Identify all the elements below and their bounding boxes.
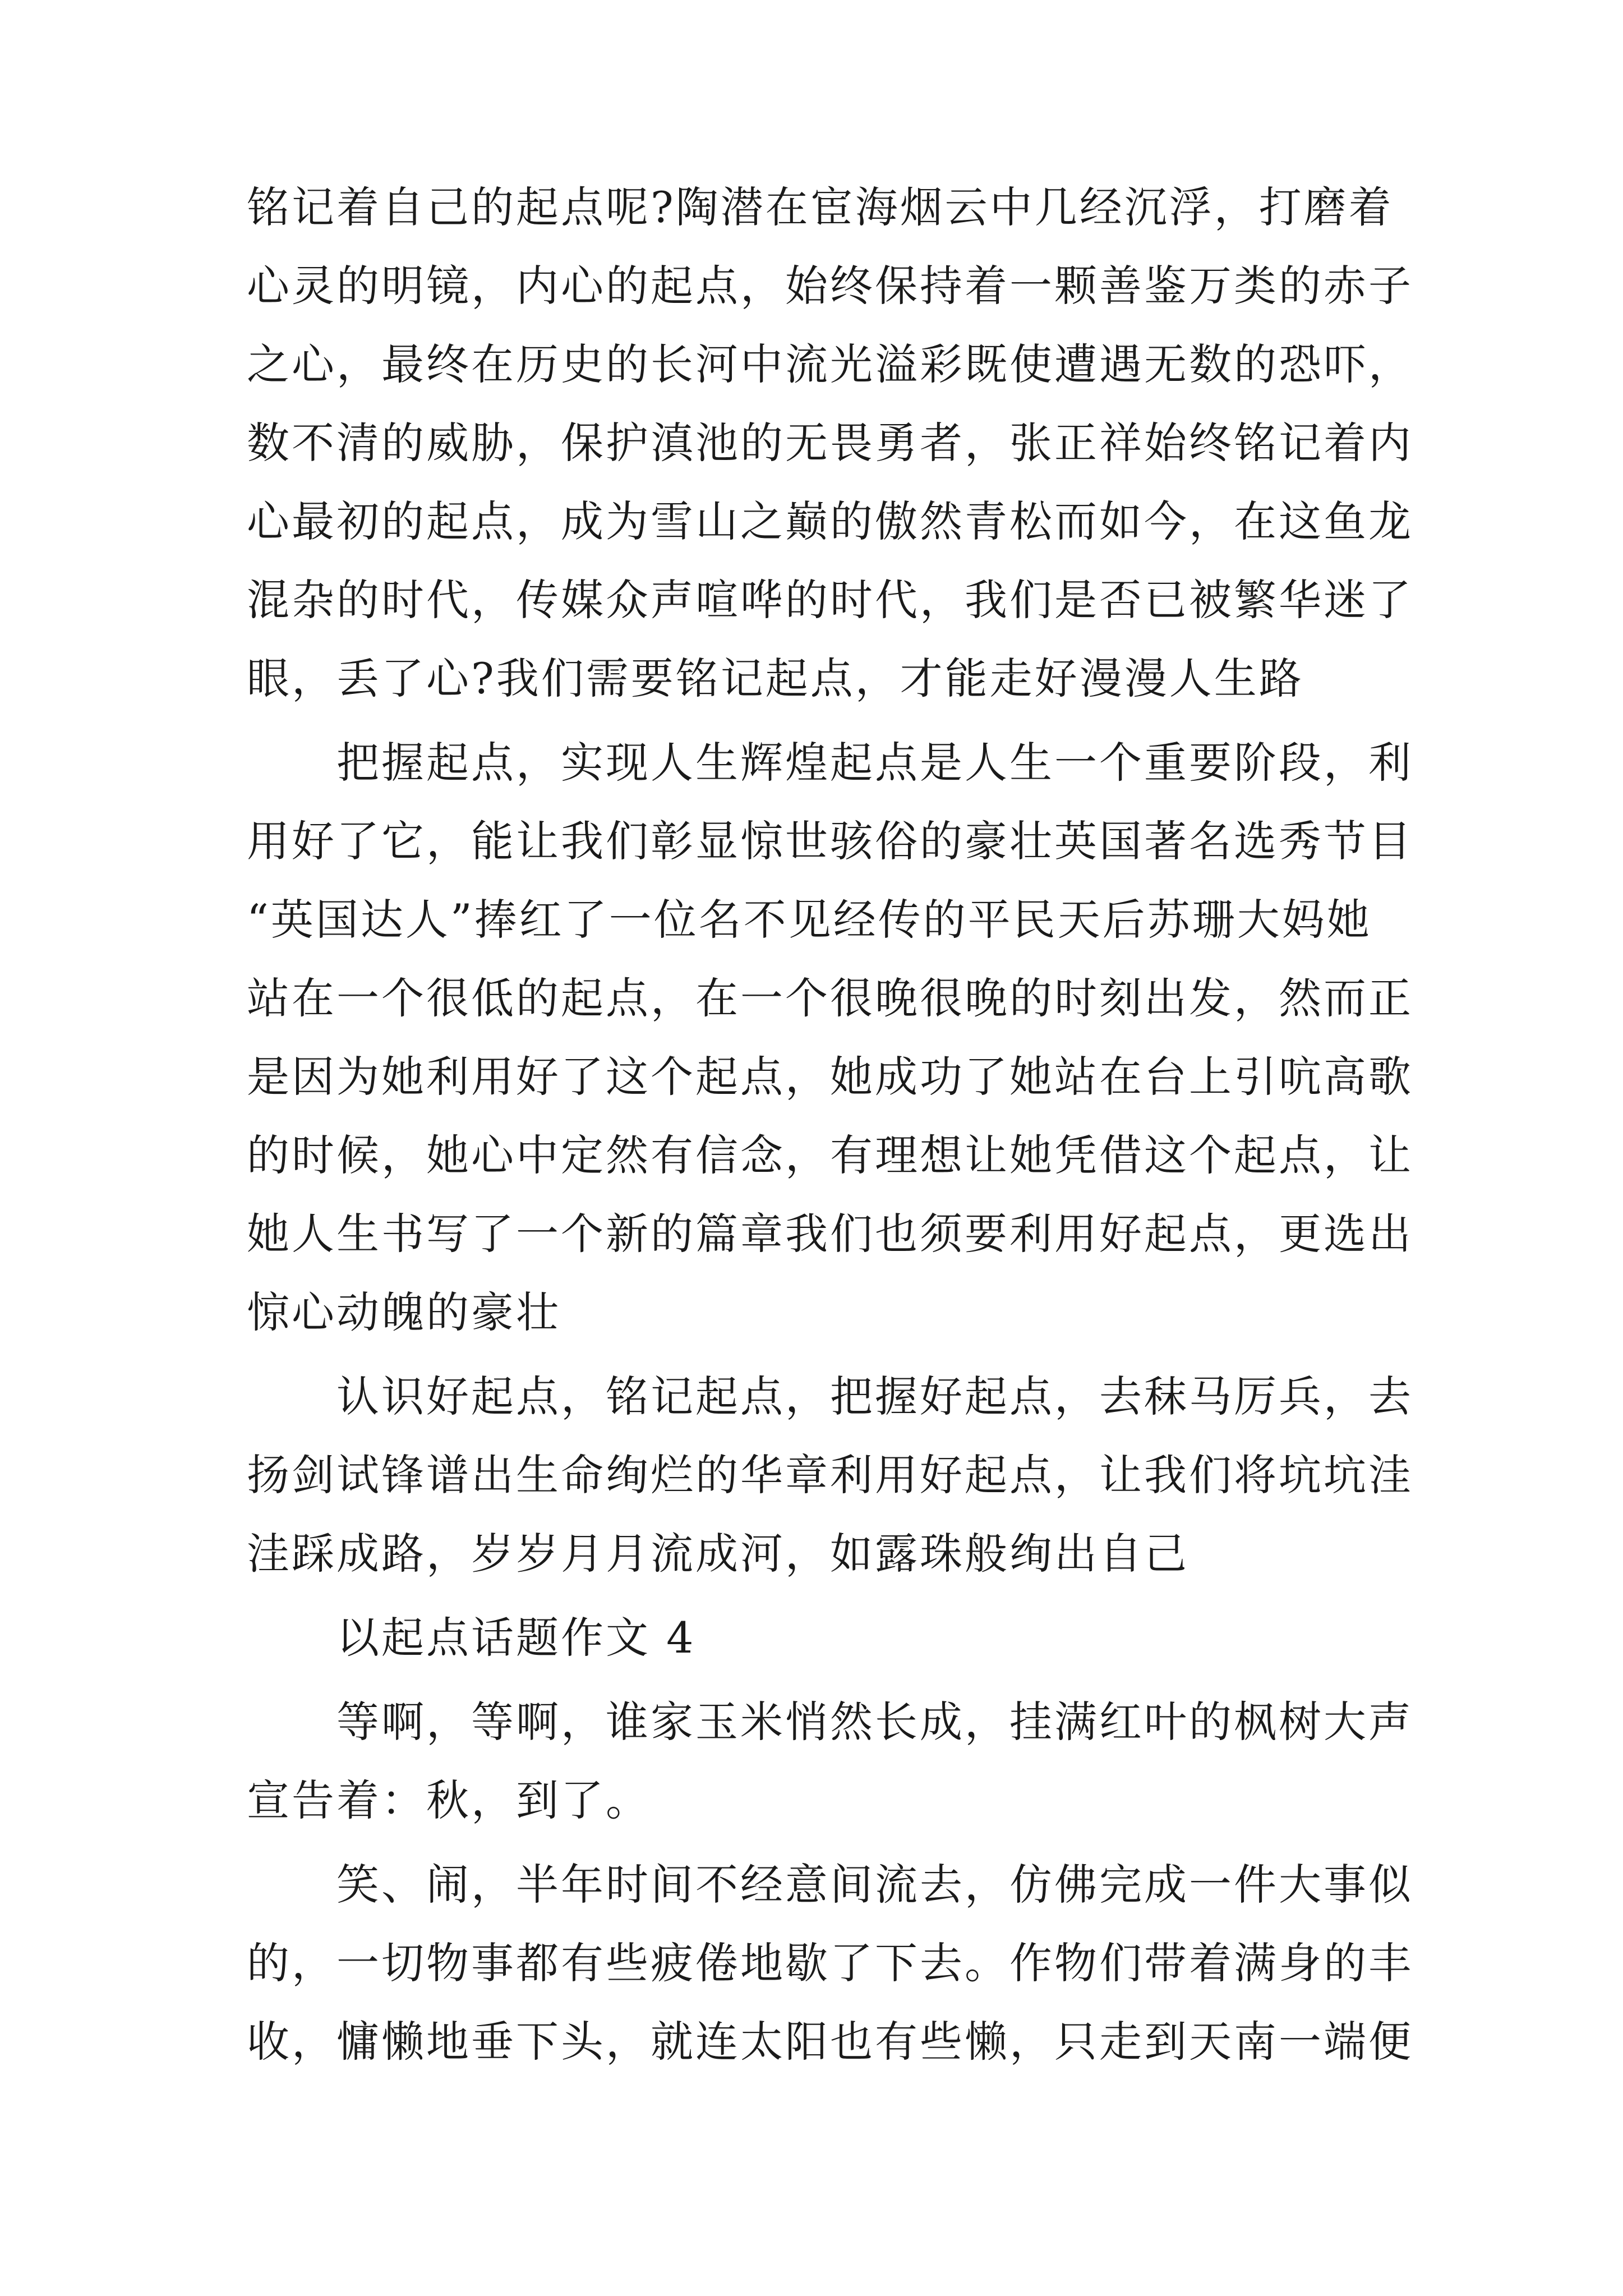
text-line: 她人生书写了一个新的篇章我们也须要利用好起点，更选出 — [247, 1209, 1413, 1259]
paragraph-first-line: 等啊，等啊，谁家玉米悄然长成，挂满红叶的枫树大声 — [336, 1697, 1413, 1747]
text-line: 洼踩成路，岁岁月月流成河，如露珠般绚出自己 — [247, 1529, 1189, 1579]
text-line: 铭记着自己的起点呢?陶潜在宦海烟云中几经沉浮，打磨着 — [247, 182, 1394, 232]
text-line: 的时候，她心中定然有信念，有理想让她凭借这个起点，让 — [247, 1130, 1413, 1180]
text-line: 之心，最终在历史的长河中流光溢彩既使遭遇无数的恐吓， — [247, 339, 1413, 389]
section-heading: 以起点话题作文 4 — [336, 1613, 696, 1663]
text-line: 宣告着：秋，到了。 — [247, 1775, 651, 1825]
text-line: 是因为她利用好了这个起点，她成功了她站在台上引吭高歌 — [247, 1052, 1413, 1102]
text-line: 站在一个很低的起点，在一个很晚很晚的时刻出发，然而正 — [247, 973, 1413, 1023]
paragraph-first-line: 认识好起点，铭记起点，把握好起点，去秣马厉兵，去 — [336, 1372, 1413, 1421]
text-line: 扬剑试锋谱出生命绚烂的华章利用好起点，让我们将坑坑洼 — [247, 1450, 1413, 1500]
paragraph-first-line: 笑、闹，半年时间不经意间流去，仿佛完成一件大事似 — [336, 1860, 1413, 1910]
text-line: “英国达人”捧红了一位名不见经传的平民天后苏珊大妈她 — [247, 895, 1372, 945]
text-line: 心最初的起点，成为雪山之巅的傲然青松而如今，在这鱼龙 — [247, 496, 1413, 546]
text-line: 混杂的时代，传媒众声喧哗的时代，我们是否已被繁华迷了 — [247, 575, 1413, 625]
text-line: 用好了它，能让我们彰显惊世骇俗的豪壮英国著名选秀节目 — [247, 816, 1413, 866]
text-line: 心灵的明镜，内心的起点，始终保持着一颗善鉴万类的赤子 — [247, 261, 1413, 311]
text-line: 的，一切物事都有些疲倦地歇了下去。作物们带着满身的丰 — [247, 1938, 1413, 1988]
text-line: 数不清的威胁，保护滇池的无畏勇者，张正祥始终铭记着内 — [247, 418, 1413, 468]
text-line: 惊心动魄的豪壮 — [247, 1287, 561, 1337]
text-line: 收，慵懒地垂下头，就连太阳也有些懒，只走到天南一端便 — [247, 2017, 1413, 2067]
text-line: 眼，丢了心?我们需要铭记起点，才能走好漫漫人生路 — [247, 654, 1304, 703]
paragraph-first-line: 把握起点，实现人生辉煌起点是人生一个重要阶段，利 — [336, 738, 1413, 788]
